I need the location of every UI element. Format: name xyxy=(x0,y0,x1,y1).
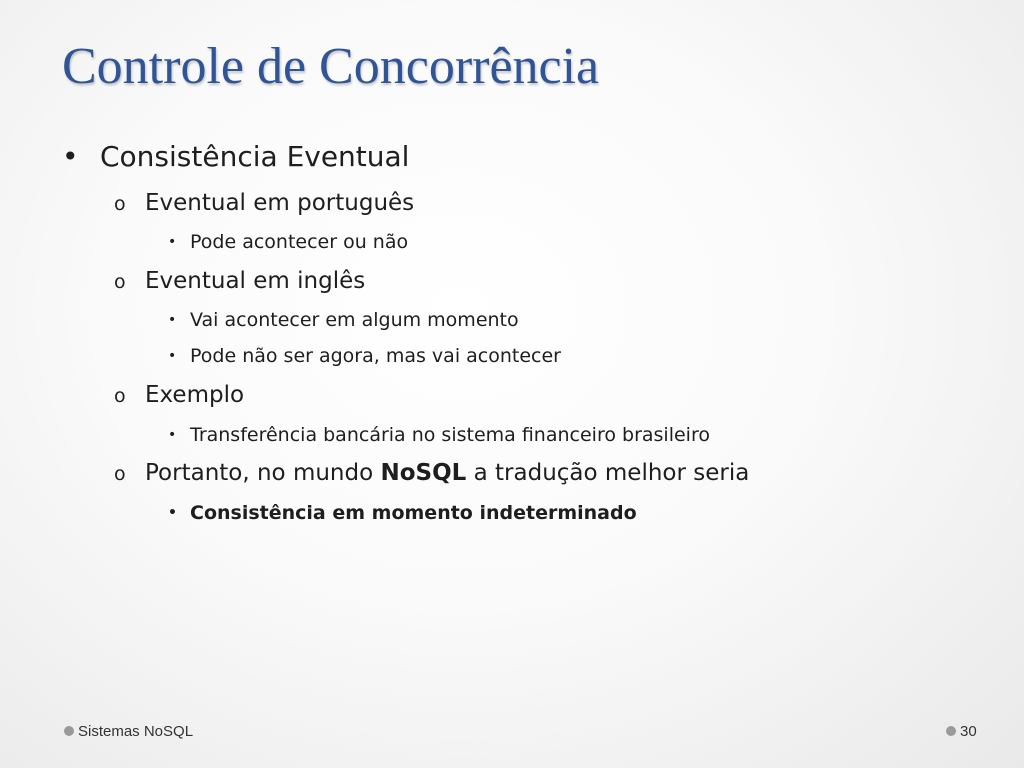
item-consistencia-indeterminado xyxy=(168,502,637,524)
item-marker: • xyxy=(168,505,177,521)
item-transferencia-bancaria xyxy=(168,424,710,446)
item-marker: • xyxy=(168,234,177,250)
nosql-emphasis: NoSQL xyxy=(380,460,467,486)
subbullet-marker: o xyxy=(114,385,126,407)
subbullet-marker: o xyxy=(114,193,126,215)
subbullet-eventual-ingles xyxy=(114,268,365,294)
page-number-text: 30 xyxy=(960,723,977,740)
bullet-marker: • xyxy=(62,140,79,173)
subbullet-text: Eventual em inglês xyxy=(145,268,366,294)
subbullet-marker: o xyxy=(114,271,126,293)
subbullet-text: Exemplo xyxy=(145,382,245,408)
item-pode-acontecer xyxy=(168,231,408,253)
item-text: Vai acontecer em algum momento xyxy=(190,309,519,331)
item-marker: • xyxy=(168,348,177,364)
item-text: Pode acontecer ou não xyxy=(190,231,409,253)
subbullet-text-post: a tradução melhor seria xyxy=(466,460,750,486)
subbullet-text-pre: Portanto, no mundo xyxy=(145,460,381,486)
footer-dot-icon xyxy=(946,726,956,736)
subbullet-exemplo xyxy=(114,382,244,408)
footer-left-text: Sistemas NoSQL xyxy=(78,723,194,740)
subbullet-text: Eventual em português xyxy=(145,190,415,216)
item-marker: • xyxy=(168,312,177,328)
slide-title: Controle de Concorrência xyxy=(62,38,600,95)
item-text: Consistência em momento indeterminado xyxy=(190,502,637,524)
item-text: Transferência bancária no sistema financeiro brasileiro xyxy=(190,424,710,446)
footer-course-name xyxy=(64,723,193,740)
item-text: Pode não ser agora, mas vai acontecer xyxy=(190,345,561,367)
item-marker: • xyxy=(168,427,177,443)
subbullet-portanto xyxy=(114,460,749,486)
subbullet-marker: o xyxy=(114,463,126,485)
item-vai-acontecer xyxy=(168,309,519,331)
bullet-consistencia-eventual xyxy=(62,140,409,173)
footer-page-number xyxy=(946,723,977,740)
bullet-text: Consistência Eventual xyxy=(100,140,410,173)
item-pode-nao-ser-agora xyxy=(168,345,561,367)
footer-dot-icon xyxy=(64,726,74,736)
subbullet-eventual-portugues xyxy=(114,190,414,216)
